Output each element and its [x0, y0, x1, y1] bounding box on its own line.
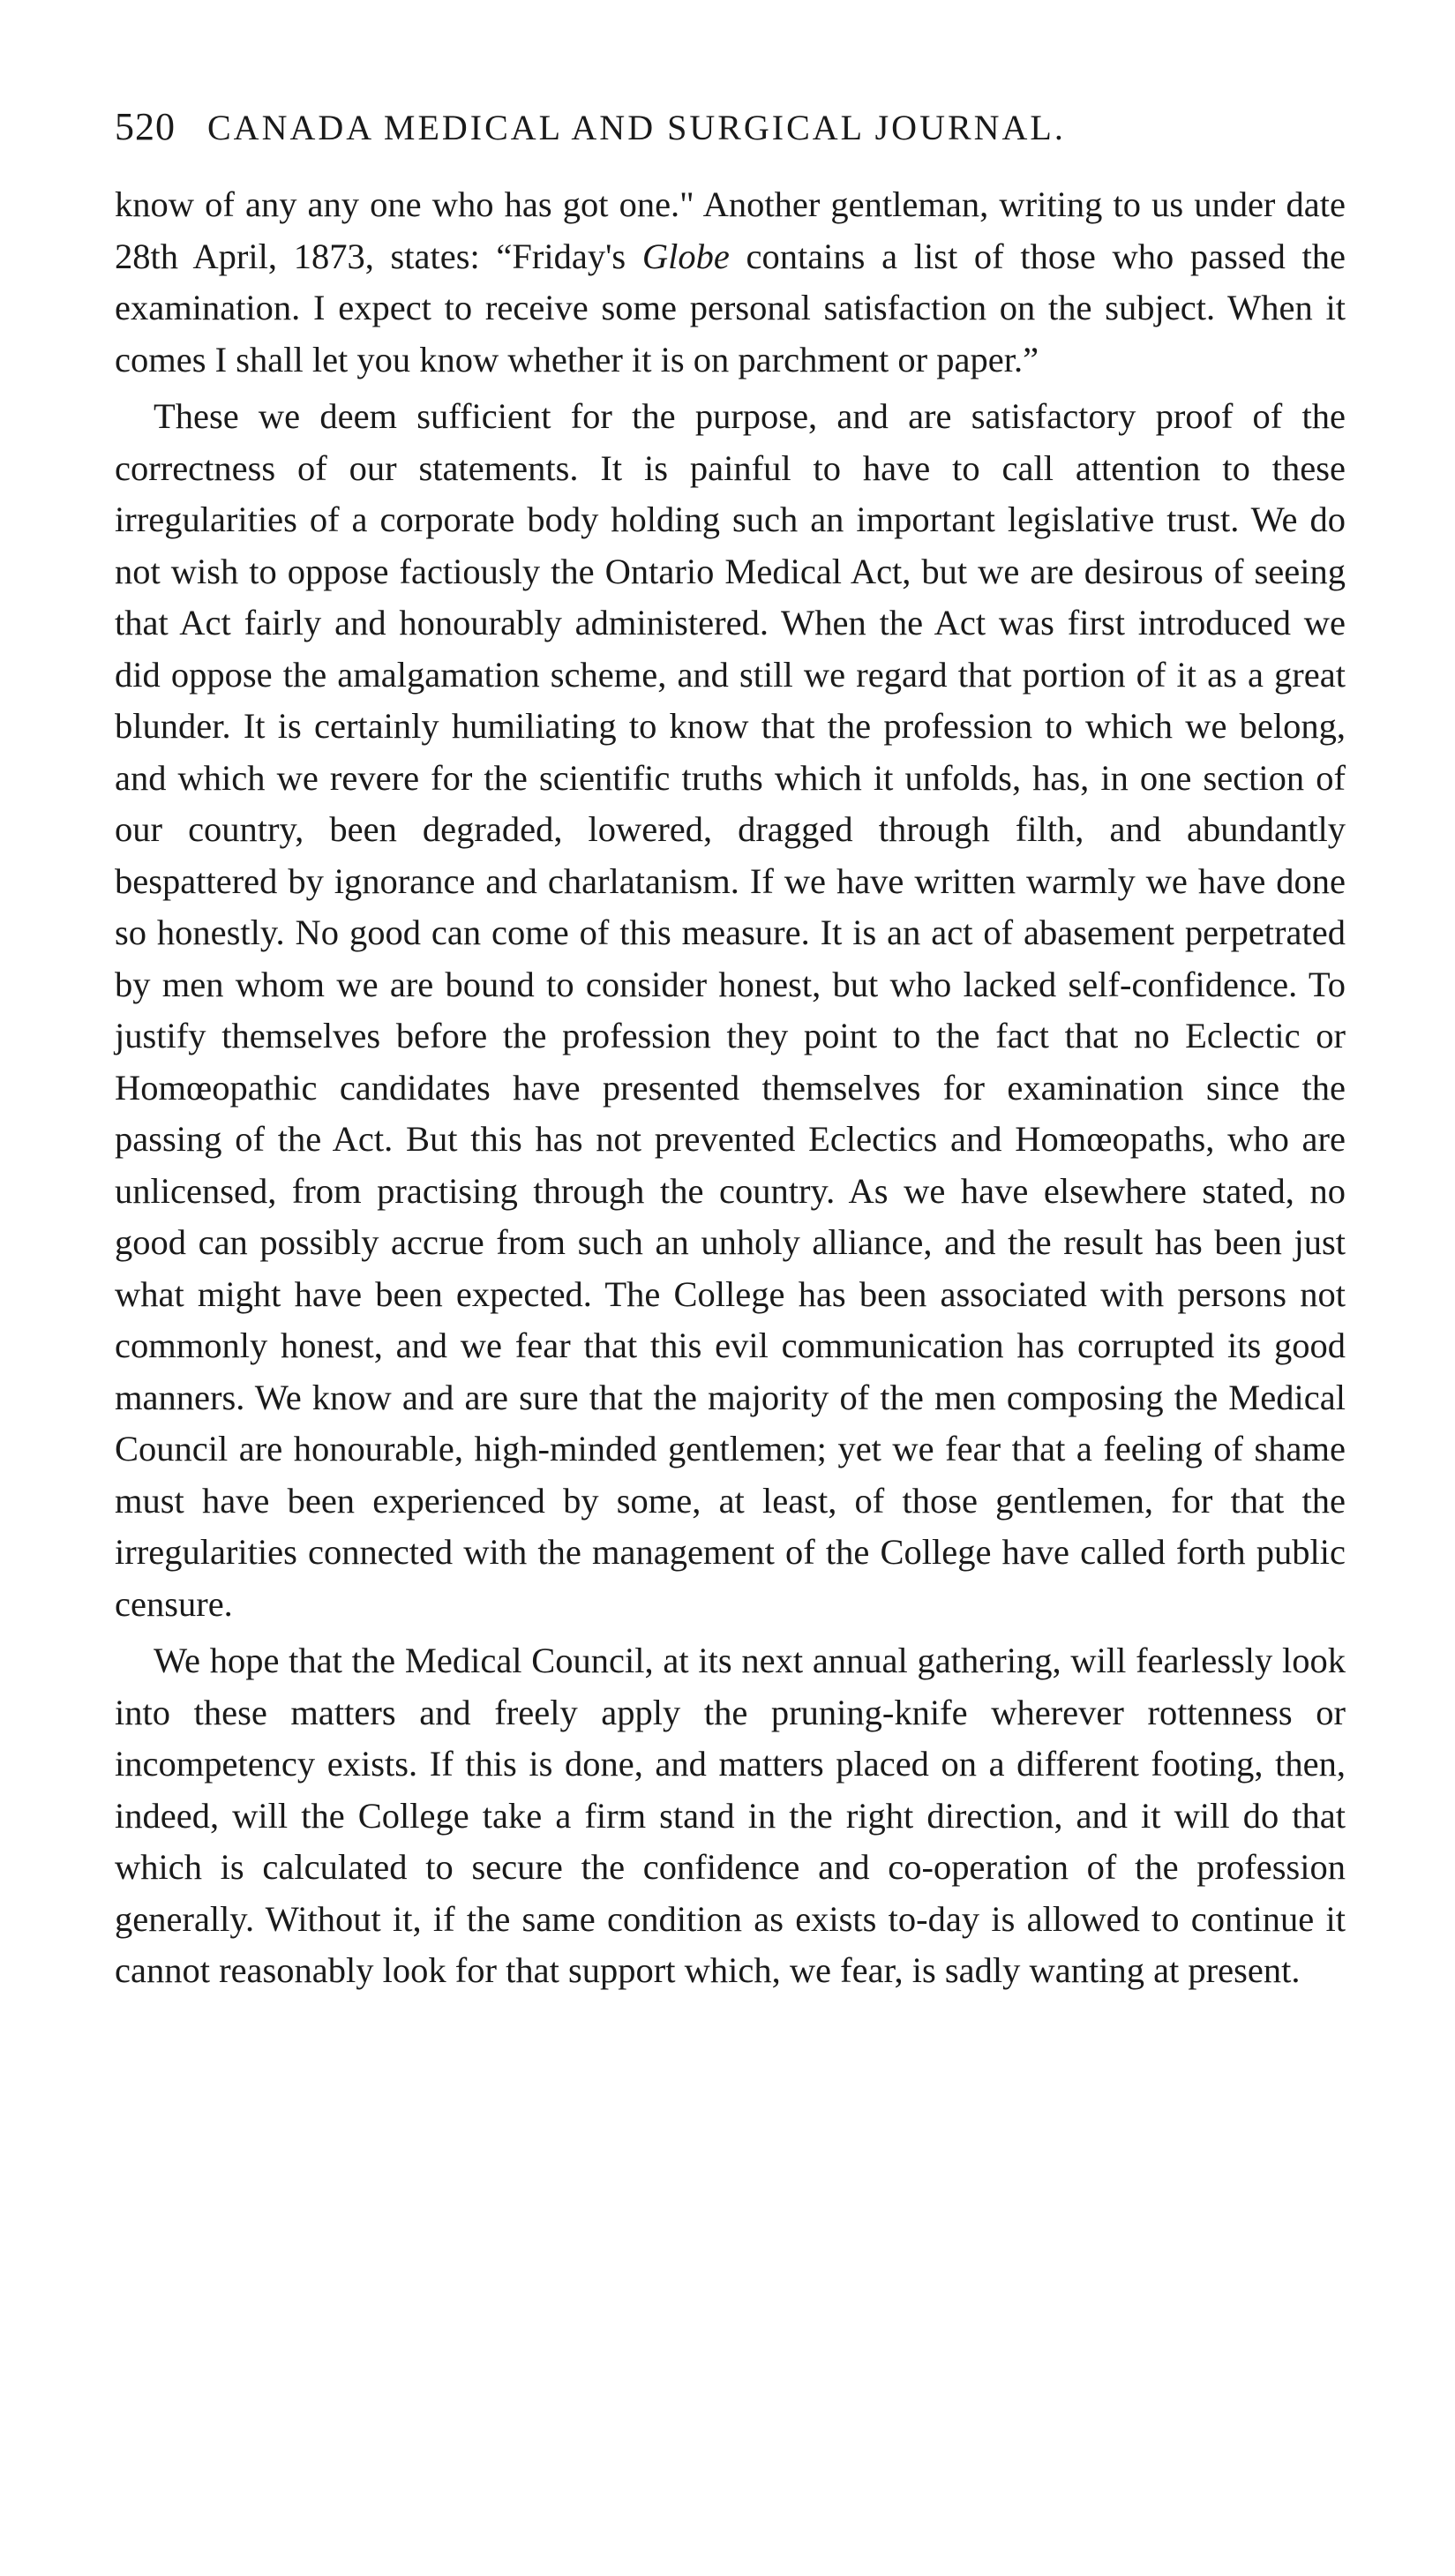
- paragraph: These we deem sufficient for the purpose, and are satisfactory proof of the correctness of our statements. It is painful to have to call attention to these irregularities of a corporate body holding such an important legislative trust. We do not wish to oppose factiously the Ontario Medical Act, but we are desirous of seeing that Act fairly and honourably administered. When the Act was first introduced we did oppose the amalgamation scheme, and still we regard that portion of it as a great blunder. It is certainly humiliating to know that the profession to which we belong, and which we revere for the scientific truths which it unfolds, has, in one section of our country, been degraded, lowered, dragged through filth, and abundantly bespattered by ignorance and charlatanism. If we have written warmly we have done so honestly. No good can come of this measure. It is an act of abasement perpetrated by men whom we are bound to consider honest, but who lacked self-confidence. To justify themselves before the profession they point to the fact that no Eclectic or Homœopathic candidates have presented themselves for examination since the passing of the Act. But this has not prevented Eclectics and Homœopaths, who are unlicensed, from practising through the country. As we have elsewhere stated, no good can possibly accrue from such an unholy alliance, and the result has been just what might have been expected. The College has been associated with persons not commonly honest, and we fear that this evil communication has corrupted its good manners. We know and are sure that the majority of the men composing the Medical Council are honourable, high-minded gentlemen; yet we fear that a feeling of shame must have been experienced by some, at least, of those gentlemen, for that the irregularities connected with the management of the College have called forth public censure.: [115, 396, 1346, 1624]
- running-head: [115, 104, 1346, 149]
- paragraph-text: know of any any one who has got one." Another gentleman, writing to us under date 28th April, 1873, states: “Friday's: [115, 184, 1346, 276]
- paragraph: We hope that the Medical Council, at its next annual gathering, will fearlessly look into these matters and freely apply the pruning-knife wherever rottenness or incompetency exists. If this is done, and matters placed on a different footing, then, indeed, will the College take a firm stand in the right direction, and it will do that which is calculated to secure the confidence and co-operation of the profession generally. Without it, if the same condition as exists to-day is allowed to continue it cannot reasonably look for that support which, we fear, is sadly wanting at present.: [115, 1641, 1346, 1990]
- page-number: 520: [115, 105, 176, 148]
- emphasis-text: Globe: [641, 236, 730, 276]
- paragraph-text: contains a list of those who passed the examination. I expect to receive some personal satisfaction on the subject. When it comes I shall let you know whether it is on parchment or paper.”: [115, 236, 1346, 379]
- paragraph-continuation: [115, 179, 1346, 386]
- journal-title: CANADA MEDICAL AND SURGICAL JOURNAL.: [207, 108, 1066, 147]
- journal-page: [115, 104, 1346, 1997]
